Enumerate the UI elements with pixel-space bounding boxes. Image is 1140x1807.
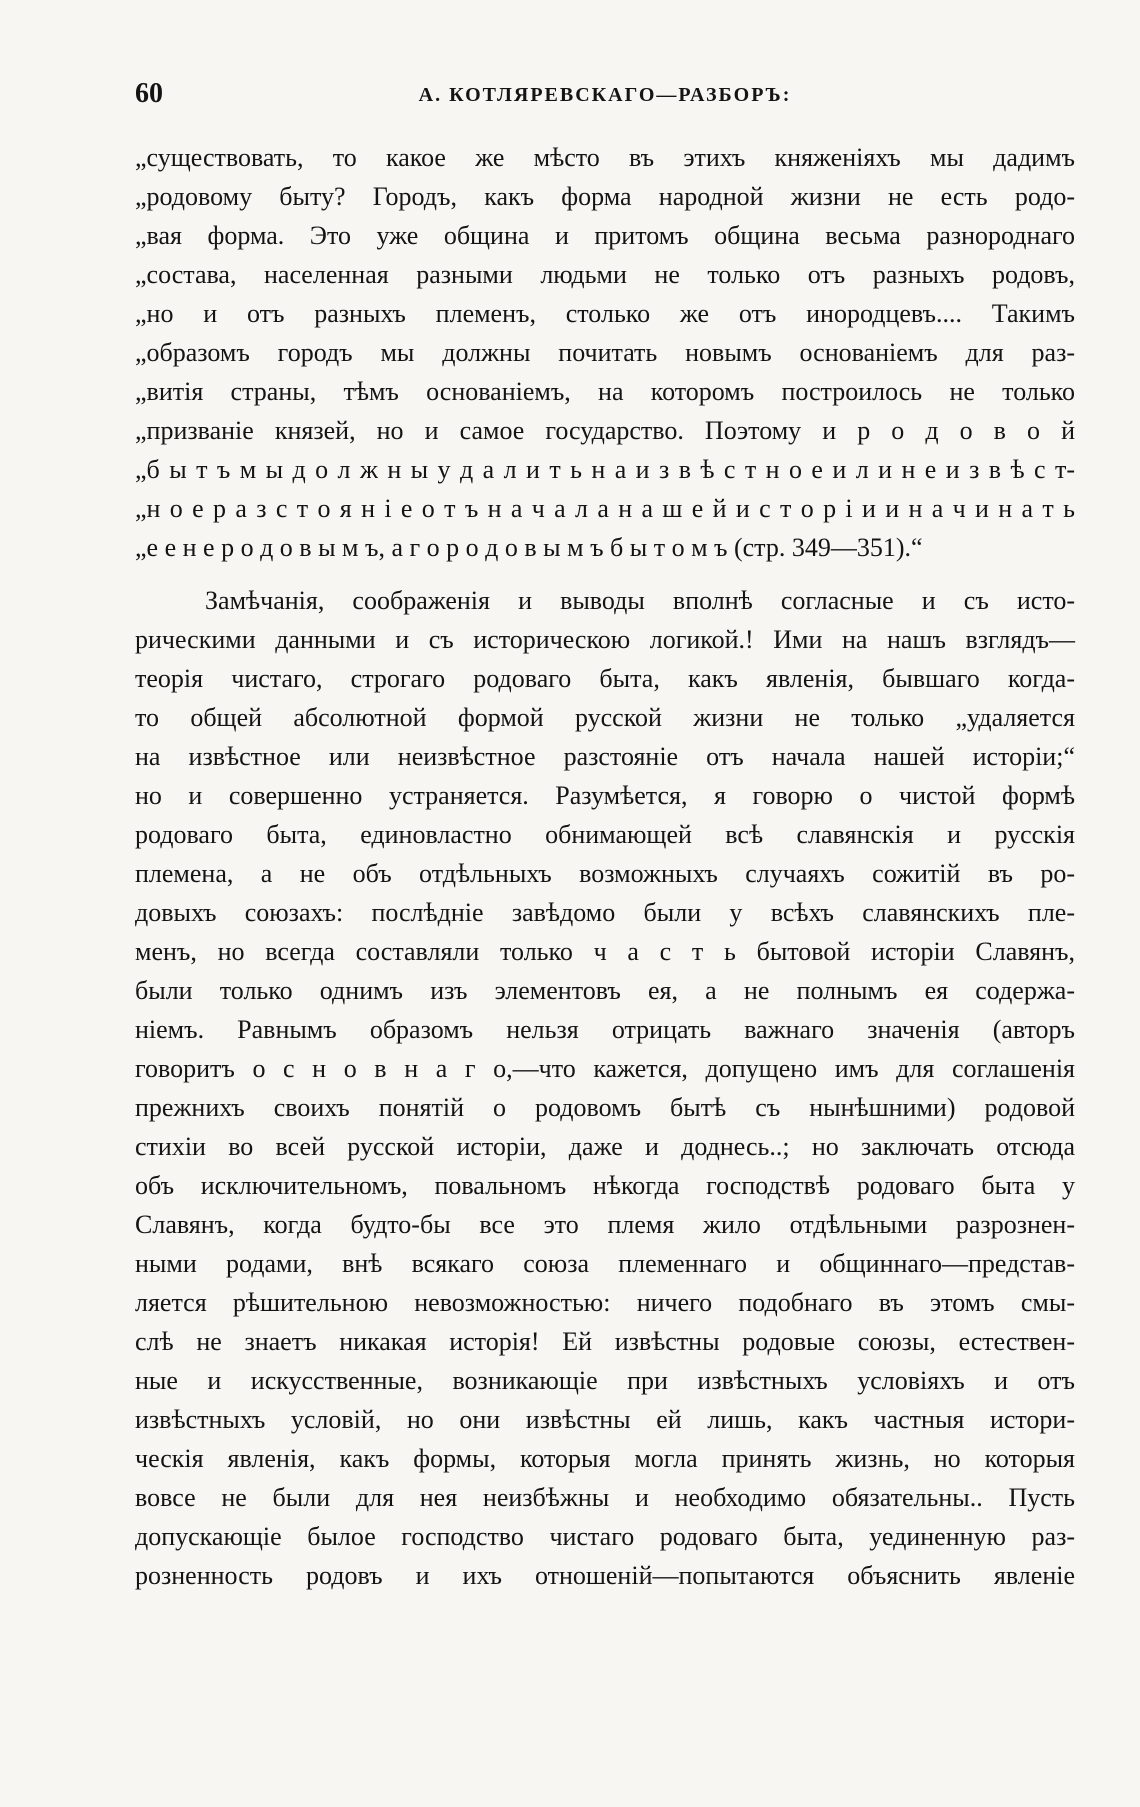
body-line: Замѣчанія, соображенія и выводы вполнѣ согласные и съ исто- xyxy=(205,586,1075,615)
body-line: теорія чистаго, строгаго родоваго быта, какъ явленія, бывшаго когда- xyxy=(135,664,1075,693)
running-title: А. КОТЛЯРЕВСКАГО—РАЗБОРЪ: xyxy=(418,84,792,106)
body-line: ляется рѣшительною невозможностью: ничего подобнаго въ этомъ смы- xyxy=(135,1288,1075,1317)
body-line: ными родами, внѣ всякаго союза племеннаго и общиннаго—представ- xyxy=(135,1249,1075,1278)
body-line: извѣстныхъ условій, но они извѣстны ей лишь, какъ частныя истори- xyxy=(135,1405,1075,1434)
page-header xyxy=(135,78,1075,118)
body-paragraph xyxy=(135,581,1075,1595)
quote-line: „призваніе князей, но и самое государство. Поэтому и р о д о в о й xyxy=(135,416,1075,445)
body-line: ческія явленія, какъ формы, которыя могла принять жизнь, но которыя xyxy=(135,1444,1075,1473)
book-page xyxy=(135,0,1075,1807)
body-line: ные и искусственные, возникающіе при извѣстныхъ условіяхъ и отъ xyxy=(135,1366,1075,1395)
body-line: розненность родовъ и ихъ отношеній—попытаются объяснить явленіе xyxy=(135,1561,1075,1590)
body-line: допускающіе былое господство чистаго родоваго быта, уединенную раз- xyxy=(135,1522,1075,1551)
quote-line: „вая форма. Это уже община и притомъ община весьма разнороднаго xyxy=(135,221,1075,250)
quote-block xyxy=(135,138,1075,567)
quote-line: „родовому быту? Городъ, какъ форма народной жизни не есть родо- xyxy=(135,182,1075,211)
quote-line: „витія страны, тѣмъ основаніемъ, на которомъ построилось не только xyxy=(135,377,1075,406)
body-line: вовсе не были для нея неизбѣжны и необходимо обязательны.. Пусть xyxy=(135,1483,1075,1512)
quote-line: „образомъ городъ мы должны почитать новымъ основаніемъ для раз- xyxy=(135,338,1075,367)
quote-line: „но и отъ разныхъ племенъ, столько же отъ инородцевъ.... Такимъ xyxy=(135,299,1075,328)
body-line: то общей абсолютной формой русской жизни не только „удаляется xyxy=(135,703,1075,732)
body-line: довыхъ союзахъ: послѣдніе завѣдомо были у всѣхъ славянскихъ пле- xyxy=(135,898,1075,927)
body-line: были только однимъ изъ элементовъ ея, а не полнымъ ея содержа- xyxy=(135,976,1075,1005)
body-line: ніемъ. Равнымъ образомъ нельзя отрицать важнаго значенія (авторъ xyxy=(135,1015,1075,1044)
body-line: Славянъ, когда будто-бы все это племя жило отдѣльными разрознен- xyxy=(135,1210,1075,1239)
paragraph-gap xyxy=(135,567,1075,581)
body-line: прежнихъ своихъ понятій о родовомъ бытѣ съ нынѣшними) родовой xyxy=(135,1093,1075,1122)
body-line: объ исключительномъ, повальномъ нѣкогда господствѣ родоваго быта у xyxy=(135,1171,1075,1200)
body-line: говоритъ о с н о в н а г о,—что кажется, допущено имъ для соглашенія xyxy=(135,1054,1075,1083)
quote-line: „б ы т ъ м ы д о л ж н ы у д а л и т ь н а и з в ѣ с т н о е и л и н е и з в ѣ с т- xyxy=(135,455,1075,484)
body-line: племена, а не объ отдѣльныхъ возможныхъ случаяхъ сожитій въ ро- xyxy=(135,859,1075,888)
body-line: менъ, но всегда составляли только ч а с т ь бытовой исторіи Славянъ, xyxy=(135,937,1075,966)
quote-line: „н о е р а з с т о я н і е о т ъ н а ч а л а н а ш е й и с т о р і и и н а ч и н а т ь xyxy=(135,494,1075,523)
page-number: 60 xyxy=(135,78,163,109)
quote-line: „существовать, то какое же мѣсто въ этихъ княженіяхъ мы дадимъ xyxy=(135,143,1075,172)
body-line: но и совершенно устраняется. Разумѣется, я говорю о чистой формѣ xyxy=(135,781,1075,810)
quote-line: „е е н е р о д о в ы м ъ, а г о р о д о в ы м ъ б ы т о м ъ (стр. 349—351).“ xyxy=(135,533,923,562)
body-line: родоваго быта, единовластно обнимающей всѣ славянскія и русскія xyxy=(135,820,1075,849)
body-line: стихіи во всей русской исторіи, даже и доднесь..; но заключать отсюда xyxy=(135,1132,1075,1161)
page-text xyxy=(135,138,1075,1595)
body-line: слѣ не знаетъ никакая исторія! Ей извѣстны родовые союзы, естествен- xyxy=(135,1327,1075,1356)
body-line: на извѣстное или неизвѣстное разстояніе отъ начала нашей исторіи;“ xyxy=(135,742,1075,771)
quote-line: „состава, населенная разными людьми не только отъ разныхъ родовъ, xyxy=(135,260,1075,289)
body-line: рическими данными и съ историческою логикой.! Ими на нашъ взглядъ— xyxy=(135,625,1075,654)
